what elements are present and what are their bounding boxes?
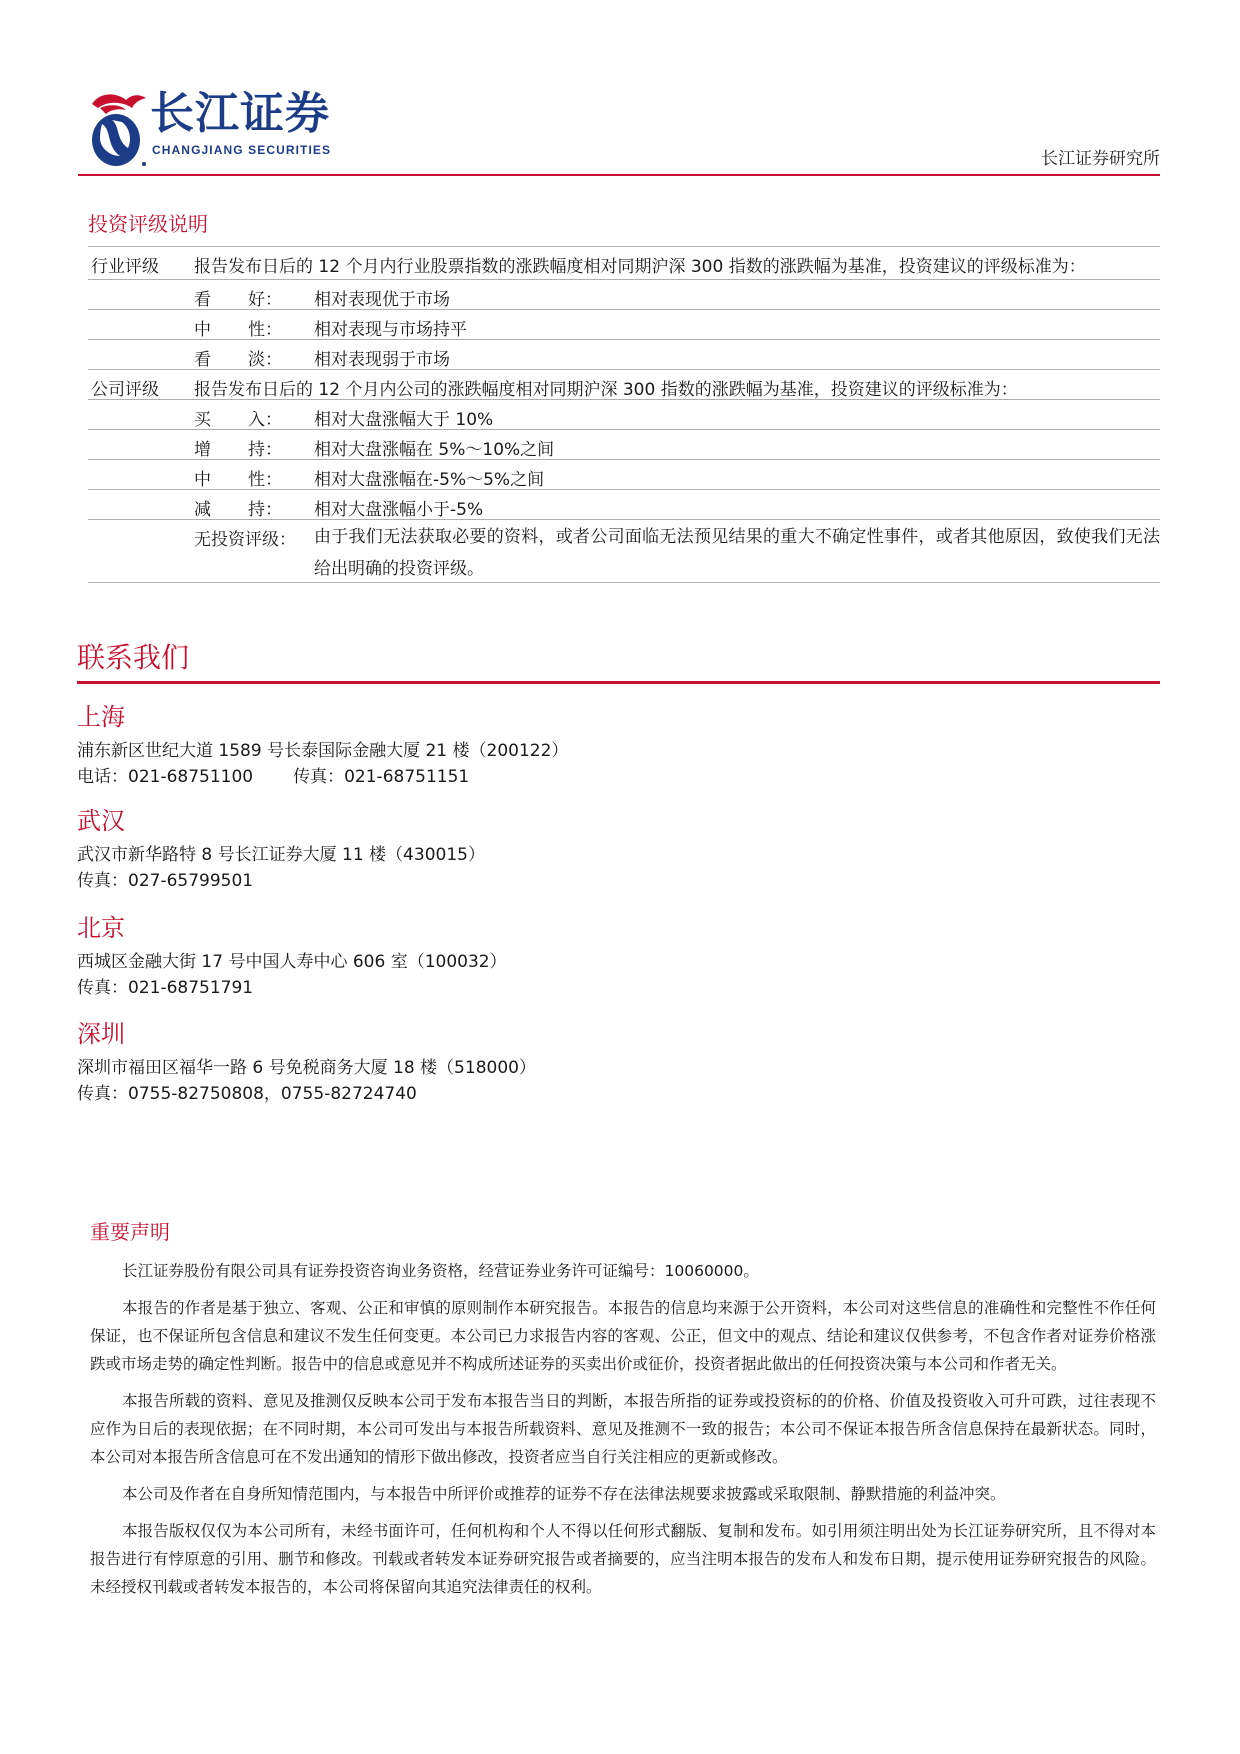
disclaimer-paragraph: 本报告的作者是基于独立、客观、公正和审慎的原则制作本研究报告。本报告的信息均来源于公开资料，本公司对这些信息的准确性和完整性不作任何保证，也不保证所包含信息和建议不发生任何变更。本公司已力求报告内容的客观、公正，但文中的观点、结论和建议仅供参考，不包含作者对证券价格涨跌或市场走势的确定性判断。报告中的信息或意见并不构成所述证券的买卖出价或征价，投资者据此做出的任何投资决策与本公司和作者无关。 [90, 1299, 1156, 1373]
industry-rating-item [88, 279, 1160, 309]
department-name: 长江证券研究所 [1041, 149, 1160, 169]
office-fax: 传真：021-68751151 [293, 767, 470, 787]
office-fax: 传真：027-65799501 [77, 871, 254, 891]
office-address: 深圳市福田区福华一路 6 号免税商务大厦 18 楼（518000） [77, 1058, 536, 1078]
company-rating-item [88, 429, 1160, 459]
rating-table [88, 246, 1160, 583]
rating-section-title: 投资评级说明 [88, 212, 208, 236]
rating-item-label: 看 好： [194, 290, 282, 310]
office-fax: 传真：021-68751791 [77, 978, 254, 998]
industry-rating-item [88, 309, 1160, 339]
company-rating-item [88, 399, 1160, 429]
disclaimer-body [90, 1257, 1156, 1610]
rating-item-label: 买 入： [194, 410, 282, 430]
company-rating-description: 报告发布日后的 12 个月内公司的涨跌幅度相对同期沪深 300 指数的涨跌幅为基准，投资建议的评级标准为： [194, 380, 1018, 400]
disclaimer-title: 重要声明 [90, 1220, 170, 1244]
logo-chinese-name: 长江证券 [150, 88, 330, 139]
rating-item-text: 相对表现弱于市场 [314, 350, 450, 370]
company-rating-item [88, 489, 1160, 519]
office-city: 深圳 [77, 1020, 125, 1048]
rating-item-text: 相对大盘涨幅大于 10% [314, 410, 494, 430]
no-rating-text: 由于我们无法获取必要的资料，或者公司面临无法预见结果的重大不确定性事件，或者其他原因，致使我们无法给出明确的投资评级。 [314, 527, 1160, 579]
contact-divider [77, 681, 1160, 684]
office-phone-fax [77, 764, 1077, 790]
rating-item-text: 相对大盘涨幅在 5%～10%之间 [314, 440, 555, 460]
disclaimer-paragraph: 本报告版权仅仅为本公司所有，未经书面许可，任何机构和个人不得以任何形式翻版、复制和发布。如引用须注明出处为长江证券研究所，且不得对本报告进行有悖原意的引用、删节和修改。刊载或者转发本证券研究报告或者摘要的，应当注明本报告的发布人和发布日期，提示使用证券研究报告的风险。未经授权刊载或者转发本报告的，本公司将保留向其追究法律责任的权利。 [90, 1522, 1156, 1596]
disclaimer-paragraph: 本公司及作者在自身所知情范围内，与本报告中所评价或推荐的证券不存在法律法规要求披露或采取限制、静默措施的利益冲突。 [122, 1485, 1006, 1503]
office-city: 北京 [77, 914, 125, 942]
office-shenzhen [77, 1019, 1077, 1107]
office-address: 武汉市新华路特 8 号长江证券大厦 11 楼（430015） [77, 845, 485, 865]
office-wuhan [77, 806, 1077, 894]
disclaimer-paragraph: 长江证券股份有限公司具有证券投资咨询业务资格，经营证券业务许可证编号：10060000。 [122, 1262, 759, 1280]
office-city: 上海 [77, 703, 125, 731]
office-fax: 传真：0755-82750808，0755-82724740 [77, 1084, 417, 1104]
office-address: 西城区金融大街 17 号中国人寿中心 606 室（100032） [77, 952, 507, 972]
contact-section-title: 联系我们 [77, 641, 190, 674]
company-rating-label: 公司评级 [91, 380, 159, 400]
rating-item-label: 中 性： [194, 320, 282, 340]
page-header [78, 82, 1160, 176]
office-shanghai [77, 702, 1077, 790]
disclaimer-paragraph: 本报告所载的资料、意见及推测仅反映本公司于发布本报告当日的判断，本报告所指的证券或投资标的的价格、价值及投资收入可升可跌，过往表现不应作为日后的表现依据；在不同时期，本公司可发出与本报告所载资料、意见及推测不一致的报告；本公司不保证本报告所含信息保持在最新状态。同时，本公司对本报告所含信息可在不发出通知的情形下做出修改，投资者应当自行关注相应的更新或修改。 [90, 1392, 1156, 1466]
no-rating-label: 无投资评级： [194, 530, 296, 550]
header-divider [78, 174, 1160, 176]
office-phone: 电话：021-68751100 [77, 767, 254, 787]
logo-english-name: CHANGJIANG SECURITIES [152, 143, 332, 157]
office-beijing [77, 913, 1077, 1001]
no-rating-row [88, 519, 1160, 583]
company-rating-item [88, 459, 1160, 489]
rating-item-text: 相对表现与市场持平 [314, 320, 467, 340]
rating-item-label: 中 性： [194, 470, 282, 490]
rating-item-label: 增 持： [194, 440, 282, 460]
industry-rating-label: 行业评级 [91, 257, 159, 277]
industry-rating-item [88, 339, 1160, 369]
rating-item-label: 减 持： [194, 500, 282, 520]
rating-item-label: 看 淡： [194, 350, 282, 370]
industry-rating-row [88, 246, 1160, 279]
office-address: 浦东新区世纪大道 1589 号长泰国际金融大厦 21 楼（200122） [77, 741, 569, 761]
company-logo-icon [86, 90, 148, 170]
rating-item-text: 相对表现优于市场 [314, 290, 450, 310]
rating-item-text: 相对大盘涨幅小于-5% [314, 500, 484, 520]
industry-rating-description: 报告发布日后的 12 个月内行业股票指数的涨跌幅度相对同期沪深 300 指数的涨跌幅为基准，投资建议的评级标准为： [194, 257, 1086, 277]
rating-item-text: 相对大盘涨幅在-5%～5%之间 [314, 470, 545, 490]
office-city: 武汉 [77, 807, 125, 835]
company-rating-row [88, 369, 1160, 399]
